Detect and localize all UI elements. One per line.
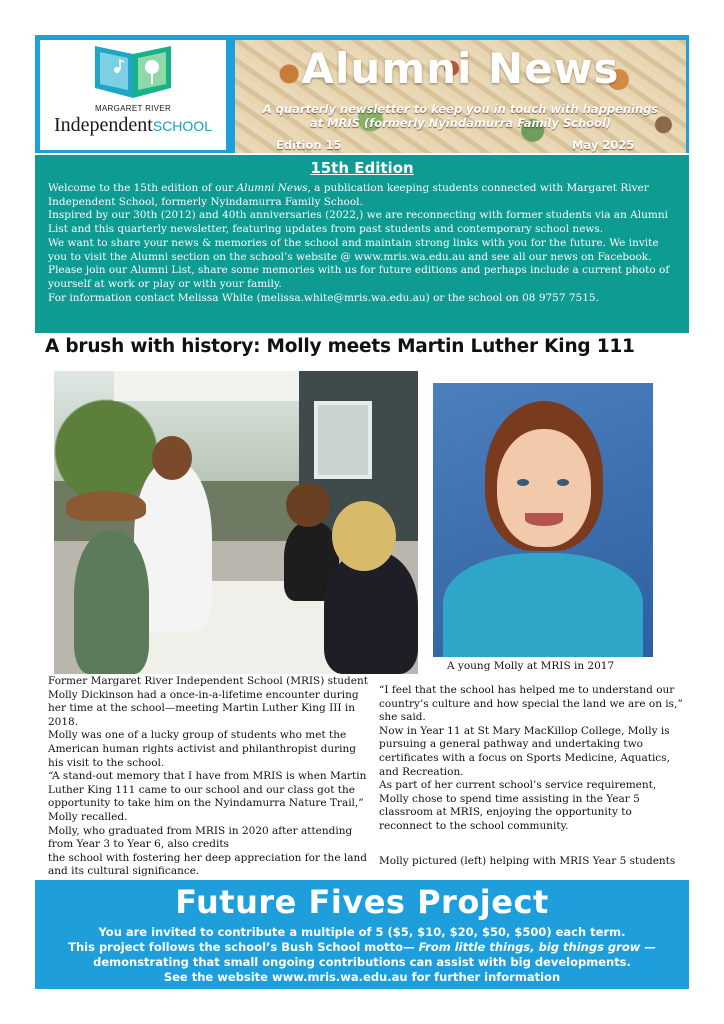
group-photo-caption: Molly pictured (left) helping with MRIS Year 5 students xyxy=(379,855,676,867)
intro-heading: 15th Edition xyxy=(310,159,414,177)
article-paragraph: “A stand-out memory that I have from MRIS is when Martin Luther King 111 came to our school and our class got the opportunity to take him on the Nyindamurra Nature Trail,” Molly recalled. xyxy=(48,770,367,823)
school-logo[interactable] xyxy=(40,40,226,150)
article-paragraph: “I feel that the school has helped me to understand our country’s culture and how special the land we are on is,” she said. xyxy=(379,684,683,724)
article-paragraph: the school with fostering her deep appreciation for the land and its cultural significance. xyxy=(48,851,367,878)
intro-panel xyxy=(35,155,689,333)
article-column-right xyxy=(379,684,685,834)
edition-number: Edition 15 xyxy=(276,138,342,152)
intro-paragraph: Welcome to the 15th edition of our Alumni News, a publication keeping students connected with Margaret River Independent School, formerly Nyindamurra Family School. xyxy=(48,182,649,208)
article-paragraph: Now in Year 11 at St Mary MacKillop College, Molly is pursuing a general pathway and undertaking two certificates with a focus on Sports Medicine, Aquatics, and Recreation. xyxy=(379,724,670,778)
article-paragraph: Molly, who graduated from MRIS in 2020 after attending from Year 3 to Year 6, also credits xyxy=(48,824,353,851)
group-photo xyxy=(54,371,418,674)
molly-portrait-photo xyxy=(433,383,653,657)
article-paragraph: Molly was one of a lucky group of students who met the American human rights activist and philanthropist during his visit to the school. xyxy=(48,729,356,769)
article-paragraph: Former Margaret River Independent School (MRIS) student Molly Dickinson had a once-in-a-lifetime encounter during her time at the school—meeting Martin Luther King III in 2018. xyxy=(48,675,368,728)
intro-paragraph: Inspired by our 30th (2012) and 40th anniversaries (2022,) we are reconnecting with former students via an Alumni List and this quarterly newsletter, featuring updates from past students and contemporary school news. xyxy=(48,209,668,236)
logo-name: IndependentSCHOOL xyxy=(54,114,212,136)
intro-paragraph: For information contact Melissa White (melissa.white@mris.wa.edu.au) or the school on 08 9757 7515. xyxy=(48,291,599,304)
article-headline: A brush with history: Molly meets Martin Luther King 111 xyxy=(45,336,635,357)
newsletter-tagline: A quarterly newsletter to keep you in touch with happenings at MRIS (formerly Nyindamurra Family School) xyxy=(262,102,659,130)
website-link[interactable]: See the website www.mris.wa.edu.au for further information xyxy=(163,970,561,984)
newsletter-title: Alumni News xyxy=(301,44,620,93)
future-fives-title: Future Fives Project xyxy=(175,883,549,921)
future-fives-panel xyxy=(35,880,689,989)
logo-caption: MARGARET RIVER xyxy=(94,104,172,113)
intro-paragraph: We want to share your news & memories of the school and maintain strong links with you for the future. We invite you to visit the Alumni section on the school’s website @ www.mris.wa.edu.au and see all our news on Facebook. xyxy=(48,236,659,263)
intro-paragraph: Please join our Alumni List, share some memories with us for future editions and perhaps include a current photo of yourself at work or play or with your family. xyxy=(48,264,670,290)
open-book-logo-icon xyxy=(40,40,226,106)
intro-body xyxy=(48,182,680,305)
future-fives-body: You are invited to contribute a multiple of 5 ($5, $10, $20, $50, $500) each term. This project follows the school’s Bush School motto— From little things, big things grow — demonstrating that small ongoing contributions can assist with big developments. See the website www.mris.wa.edu.au for further information xyxy=(35,925,689,985)
article-column-left xyxy=(48,675,368,879)
portrait-caption: A young Molly at MRIS in 2017 xyxy=(447,660,615,672)
article-paragraph: As part of her current school’s service requirement, Molly chose to spend time assisting in the Year 5 classroom at MRIS, enjoying the opportunity to reconnect to the school community. xyxy=(379,779,657,832)
edition-date: May 2025 xyxy=(572,138,635,152)
